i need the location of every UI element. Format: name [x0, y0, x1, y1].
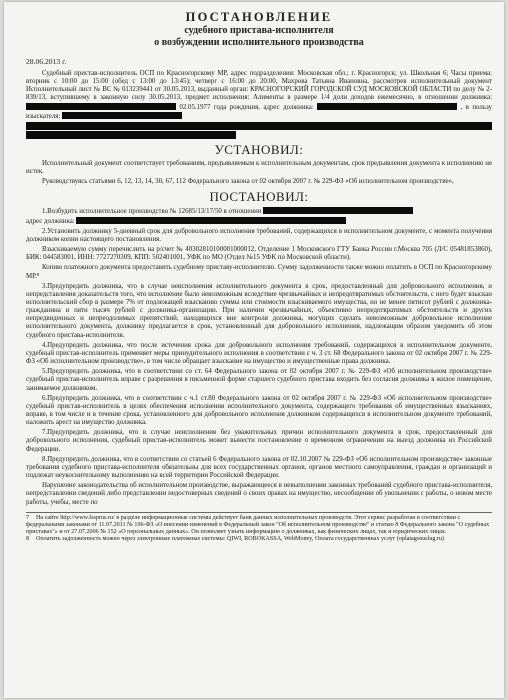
redacted-debtor-name-2: [263, 207, 413, 214]
redacted-claimant: [62, 112, 182, 119]
resolved-item-8: 8.Предупредить должника, что в соответствии со статьей 6 Федерального закона от 02.10.2007 № 229-ФЗ «Об исполнительном производстве» законные требования судебного пристава-исполнителя обязательны для всех государственных органов, органов местного самоуправления, граждан и организаций и подлежат неукоснительному выполнению на всей территории Российской Федерации.: [26, 455, 492, 480]
redacted-block-1: [26, 122, 492, 130]
resolved-item-2-payment: Взыскиваемую сумму перечислить на р/счет № 40302810100001000012, Отделение 1 Московского ГТУ Банка России г.Москва 705 (Л/С 05481853860), БИК: 044583001, ИНН: 7727270309, КПП: 502401001, УФК по МО (Отдел №15 УФК по Московской области).: [26, 246, 492, 262]
established-heading: УСТАНОВИЛ:: [214, 141, 304, 157]
established-paragraph-2: Руководствуясь статьями 6, 12, 13, 14, 30, 67, 112 Федерального закона от 02 октября 2007 г. № 229-ФЗ «Об исполнительном производстве»,: [42, 178, 454, 186]
resolved-item-6: 6.Предупредить должника, что в соответствии с ч.1 ст.80 Федерального закона от 02 октября 2007 г. № 229-ФЗ «Об исполнительном производстве» судебный пристав-исполнитель в целях обеспечения исполнения исполнительного документа, содержащего требования об имущественных взысканиях, вправе, в том числе и в течение срока, установленного для добровольного исполнения должником содержащихся в исполнительном документе требований, наложить арест на имущество должника.: [26, 394, 492, 427]
established-paragraph-1: Исполнительный документ соответствует требованиям, предъявляемым к исполнительным документам, срок предъявления документа к исполнению не истек.: [26, 159, 492, 176]
resolved-item-2-copy: Копию платежного документа предоставить судебному приставу-исполнителю. Сумму задолженности также можно оплатить в ОСП по Красногорскому МР.⁸: [26, 264, 492, 280]
redacted-debtor-name: [26, 103, 176, 110]
resolved-item-1: [26, 207, 492, 216]
footnotes: [26, 512, 492, 543]
resolved-item-1-address-label: адрес должника:: [26, 217, 75, 225]
resolved-item-1-text: 1.Возбудить исполнительное производство № 12685/13/17/50 в отношении: [42, 208, 262, 216]
redacted-block-2: [26, 131, 236, 139]
document-body: [26, 8, 492, 543]
document-page: [4, 2, 504, 698]
resolved-item-3: 3.Предупредить должника, что в случае неисполнения исполнительного документа в срок, предоставленный для добровольного исполнения, и непредставления доказательств того, что исполнение было невозможным вследствие чрезвычайных и непредотвратимых обстоятельств, с него будет взыскан исполнительский сбор в размере 7% от подлежащей взысканию суммы или стоимости взыскиваемого имущества, но не менее пятисот рублей с должника-гражданина и пяти тысяч рублей с должника-организации. При наличии чрезвычайных, объективно непредотвратимых обстоятельств и других непредвиденных и непреодолимых препятствий, находящихся вне контроля должника, могущих сделать невозможным добровольное исполнение исполнительного документа, должнику предлагается в срок, установленный для добровольного исполнения, надлежащим образом уведомить об этом судебного пристава-исполнителя.: [26, 282, 492, 339]
footnote-8: [26, 536, 492, 543]
resolved-item-1-address: [26, 217, 492, 226]
intro-birth: 02.05.1977 года рождения, адрес должника:: [179, 103, 314, 111]
intro-paragraph: [26, 70, 492, 121]
footnote-7-number: 7: [26, 514, 30, 521]
resolved-item-2: 2.Установить должнику 5-дневный срок для добровольного исполнения требований, содержащихся в исполнительном документе, с момента получения должником копии настоящего постановления.: [26, 227, 492, 243]
resolved-item-5: 5.Предупредить должника, что в соответствии со ст. 64 Федерального закона от 02 октября 2007 г. № 229-ФЗ «Об исполнительном производстве» судебный пристав-исполнитель вправе с разрешения в письменной форме старшего судебного пристава входить без согласия должника в жилое помещение, занимаемое должником.: [26, 368, 492, 392]
redacted-debtor-address: [317, 103, 457, 110]
resolved-item-9: Нарушение законодательства об исполнительном производстве, выражающееся в невыполнении законных требований судебного пристава-исполнителя, непредставлении сведений либо представлении недостоверных сведений о своих правах на имущество, несообщении об увольнении с работы, о новом месте работы, учебы, месте по: [26, 482, 492, 506]
document-subtitle-1: судебного пристава-исполнителя: [184, 25, 334, 36]
footnote-8-number: 8: [26, 535, 30, 542]
resolved-heading: ПОСТАНОВИЛ:: [209, 189, 309, 205]
document-date: 28.06.2013 г.: [26, 57, 67, 66]
footnote-7: [26, 515, 492, 536]
intro-line-2: Махрова Татьяна Ивановна, рассмотрев исполнительный документ Исполнительный лист № ВС № 013239441 от 30.05.2013, выданный орган: КРАСНОГОРСКИЙ ГОРОДСКОЙ СУД МОСКОВСКОЙ ОБЛАСТИ по делу № 2-839/13, вступившему в законную силу 30.05.2013, предмет исполнения: Алименты в размере 1/4 доли доходов ежемесячно, в отношении должника:: [26, 78, 492, 102]
redacted-debtor-address-2: [76, 217, 346, 224]
resolved-item-4: 4.Предупредить должника, что после истечения срока для добровольного исполнения требований, содержащихся в исполнительном документе, судебный пристав-исполнитель применяет меры принудительного исполнения в соответствии с ч. 3 ст. 68 Федерального закона от 02 октября 2007 г. № 229-ФЗ «Об исполнительном производстве», в том числе обращает взыскание на имущество и имущественные права должника.: [26, 341, 492, 366]
footnote-7-text: На сайте http://www.fssprus.ru/ в разделе информационные системы действует банк данных исполнительных производств. Этот сервис разработан в соответствии с федеральными законами от 11.07.2011 № 196-ФЗ «О внесении изменений в Федеральный закон "Об исполнительном производстве" и статью 8 Федерального закона "О судебных приставах"» и от 27.07.2006 № 152 «О персональных данных». Он позволяет узнать информацию о должниках, как физических лицах, так и юридических лицах.: [26, 514, 490, 535]
intro-line-1: Судебный пристав-исполнитель ОСП по Красногорскому МР, адрес подразделения: Московская обл.; г. Красногорск; ул. Школьная 6; Часы приема: вторник с 10:00 до 15:00 (обед с 13:00 до 13:45); четверг с 16:00 до 20:00,: [26, 70, 492, 86]
document-title: ПОСТАНОВЛЕНИЕ: [185, 10, 333, 24]
footnote-8-text: Оплатить задолженность можно через электронные платежные системы: QIWI, ROBOKASSA, WebMoney, Оплата государственных услуг (oplatagosuslug.ru): [36, 535, 445, 542]
resolved-item-7: 7.Предупредить должника, что в случае неисполнения без уважительных причин исполнительного документа в срок, предоставленный для добровольного исполнения, судебный пристав-исполнитель может вынести постановление о временном ограничении на выезд должника из Российской Федерации.: [26, 429, 492, 453]
intro-claimant: , в пользу взыскателя:: [26, 103, 492, 120]
document-subtitle-2: о возбуждении исполнительного производства: [154, 37, 364, 48]
